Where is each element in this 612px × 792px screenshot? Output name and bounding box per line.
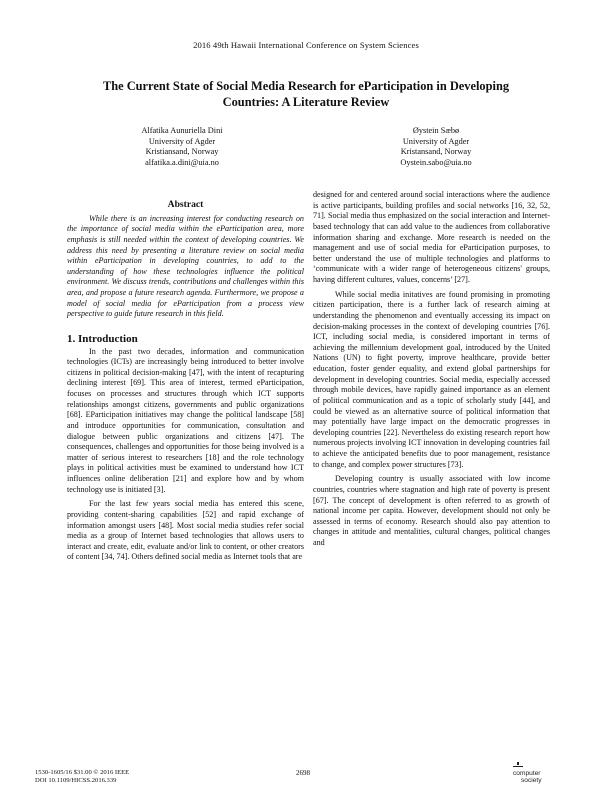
author-location: Kristiansand, Norway (145, 147, 219, 157)
author-block-2 (336, 126, 536, 168)
author-name: Alfatika Aunuriella Dini (141, 126, 223, 135)
right-paragraph-1: designed for and centered around social interactions where the audience is active participants, building profiles and social networks [16, 32, 52, 71]. Social media thus emphasized on the social interaction and Internet-based technology that can add value to the audiences from collaborative information sharing and exchange. More research is needed on the management and use of social media for eParticipation purposes, to better understand the use of multiple technologies and platforms to ‘communicate with a wider range of heterogeneous citizens' groups, having different cultures, values, concerns’ [27]. (313, 190, 550, 284)
author-email: Oystein.sabo@uia.no (400, 157, 472, 167)
logo-text-society: society (521, 777, 542, 784)
introduction-heading: 1. Introduction (67, 332, 138, 345)
right-paragraph-3: Developing country is usually associated with low income countries, countries where stagnation and high rate of poverty is present [67]. The concept of development is often referred to as growth of national income per capita. However, development should not only be assessed in terms of economy. Research should also pay attention to changes in attitude and mentalities, cultural changes, political changes and (313, 474, 550, 547)
paper-title (50, 78, 562, 110)
abstract-heading: Abstract (167, 199, 204, 210)
footer-copyright (35, 769, 129, 786)
running-head: 2016 49th Hawaii International Conference on System Sciences (193, 40, 419, 50)
right-paragraph-2: While social media initatives are found promising in promoting citizen participation, there is a further lack of research aiming at understanding the phenomenon and eventually accessing its impact on decision-making processes in the context of developing countries [76]. ICT, including social media, is considered important in terms of achieving the millennium development goal, introduced by the United Nations (UN) to fight poverty, improve healthcare, provide better education, foster gender equality, and extend global partnerships for development in developing countries. Social media, especially accessed through mobile devices, have rapidly gained importance as an element of political communication and as a topic of scholarly study [44], and could be viewed as an alternative source of political information that may potentially have large impact on the democratic progresses in developing countries [22]. Nevertheless do existing research report how numerous projects involving ICT innovation in developing countries fail to achieve the anticipated benefits due to poor management, resistance to change, and complex power structures [73]. (313, 289, 550, 469)
title-line-1: The Current State of Social Media Research for eParticipation in Developing (102, 79, 510, 93)
left-column (67, 200, 304, 563)
intro-paragraph-2: For the last few years social media has entered this scene, providing content-sharing capabilities [52] and rapid exchange of information amongst users [48]. Most social media studies refer social media as a group of Internet based technologies that allows users to interact and create, edit, evaluate and/or link to content, or other creators of content [34, 74]. Others defined social media as Internet tools that are (67, 499, 304, 562)
author-location: Kristansand, Norway (400, 147, 472, 157)
logo-mark-icon (513, 762, 523, 770)
right-column (313, 190, 550, 549)
author-affiliation: University of Agder (148, 136, 216, 146)
page-number: 2698 (296, 769, 310, 777)
author-email: alfatika.a.dini@uia.no (145, 157, 219, 167)
author-affiliation: University of Agder (402, 136, 470, 146)
footer-doi: DOI 10.1109/HICSS.2016.339 (35, 777, 117, 785)
abstract-body: While there is an increasing interest for conducting research on the importance of social media within the eParticipation area, more emphasis is still needed within the context of developing countries. We address this need by presenting a literature review on social media within eParticipation in developing countries, to add to the understanding of how these technologies influence the political environment. We discuss trends, contributions and challenges within this area, and propose a future research agenda. Furthermore, we propose a model of social media for eParticipation from a process view perspective to guide future research in this field. (67, 213, 304, 319)
logo-text-computer: computer (513, 770, 541, 777)
author-name: Øystein Sæbø (412, 126, 460, 135)
author-block-1 (82, 126, 282, 168)
footer-issn: 1530-1605/16 $31.00 © 2016 IEEE (35, 769, 130, 776)
computer-society-logo (505, 762, 553, 786)
intro-paragraph-1: In the past two decades, information and communication technologies (ICTs) are increasingly being introduced to better involve citizens in political decision-making [47], with the intent of recapturing declining interest [69]. This area of interest, termed eParticipation, focuses on processes and structures through which ICT supports relationships amongst citizens, governments and public organizations [68]. EParticipation initiatives may change the political landscape [58] and introduce opportunities for communication, consultation and dialogue between public organizations and citizens [47]. The consequences, challenges and opportunities for those being involved is a matter of serious interest to researchers [18] and the role technology plays in political activities must be examined to understand how ICT influences online deliberation [21] and explore how and by whom technology use is initiated [3]. (67, 346, 304, 494)
title-line-2: Countries: A Literature Review (222, 95, 390, 109)
